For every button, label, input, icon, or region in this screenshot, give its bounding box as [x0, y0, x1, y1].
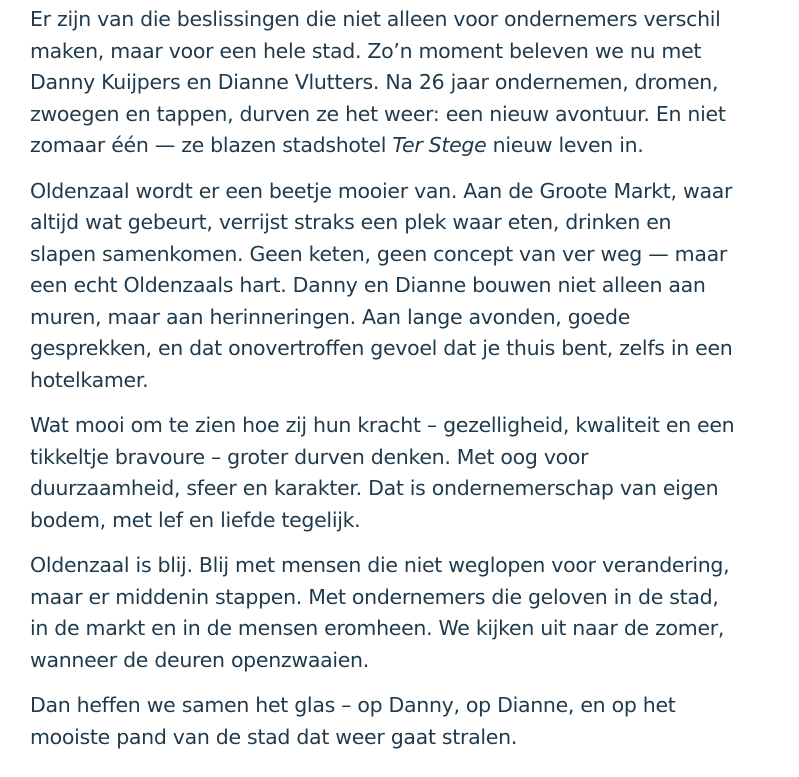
text-line: muren, maar aan herinneringen. Aan lange avonden, goede — [30, 304, 631, 329]
text-line: Danny Kuijpers en Dianne Vlutters. Na 26 jaar ondernemen, dromen, — [30, 70, 719, 94]
text-line: slapen samenkomen. Geen keten, geen concept van ver weg — maar — [30, 241, 727, 266]
paragraph-2 — [30, 176, 785, 397]
text-line: in de markt en in de mensen eromheen. We kijken uit naar de zomer, — [30, 616, 725, 640]
text-line: Oldenzaal wordt er een beetje mooier van. Aan de Groote Markt, waar — [30, 178, 733, 203]
text-segment: zomaar één — ze blazen stadshotel — [30, 133, 393, 157]
paragraph-5 — [30, 690, 785, 753]
text-line: bodem, met lef en liefde tegelijk. — [30, 507, 361, 532]
paragraph-3 — [30, 410, 785, 536]
text-line: Oldenzaal is blij. Blij met mensen die niet weglopen voor verandering, — [30, 553, 730, 577]
text-line: gesprekken, en dat onovertroffen gevoel dat je thuis bent, zelfs in een — [30, 336, 733, 360]
text-line: hotelkamer. — [30, 367, 149, 392]
text-line: een echt Oldenzaals hart. Danny en Dianne bouwen niet alleen aan — [30, 273, 706, 297]
text-line: maar er middenin stappen. Met ondernemers die geloven in de stad, — [30, 584, 719, 609]
text-line: altijd wat gebeurt, verrijst straks een plek waar eten, drinken en — [30, 210, 672, 234]
paragraph-4 — [30, 550, 785, 676]
text-line: tikkeltje bravoure – groter durven denken. Met oog voor — [30, 444, 589, 469]
text-segment: nieuw leven in. — [486, 133, 644, 157]
text-line: mooiste pand van de stad dat weer gaat stralen. — [30, 724, 518, 749]
paragraph-1 — [30, 4, 785, 162]
hotel-name: Ter Stege — [392, 133, 487, 157]
text-line — [30, 130, 785, 162]
text-line: Dan heffen we samen het glas – op Danny, op Dianne, en op het — [30, 693, 676, 717]
text-line: duurzaamheid, sfeer en karakter. Dat is ondernemerschap van eigen — [30, 476, 719, 500]
text-line: Wat mooi om te zien hoe zij hun kracht – gezelligheid, kwaliteit en een — [30, 413, 735, 437]
text-line: wanneer de deuren openzwaaien. — [30, 647, 369, 672]
text-line: Er zijn van die beslissingen die niet alleen voor ondernemers verschil — [30, 7, 721, 31]
text-line: maken, maar voor een hele stad. Zo’n moment beleven we nu met — [30, 38, 702, 63]
text-line: zwoegen en tappen, durven ze het weer: een nieuw avontuur. En niet — [30, 101, 726, 126]
